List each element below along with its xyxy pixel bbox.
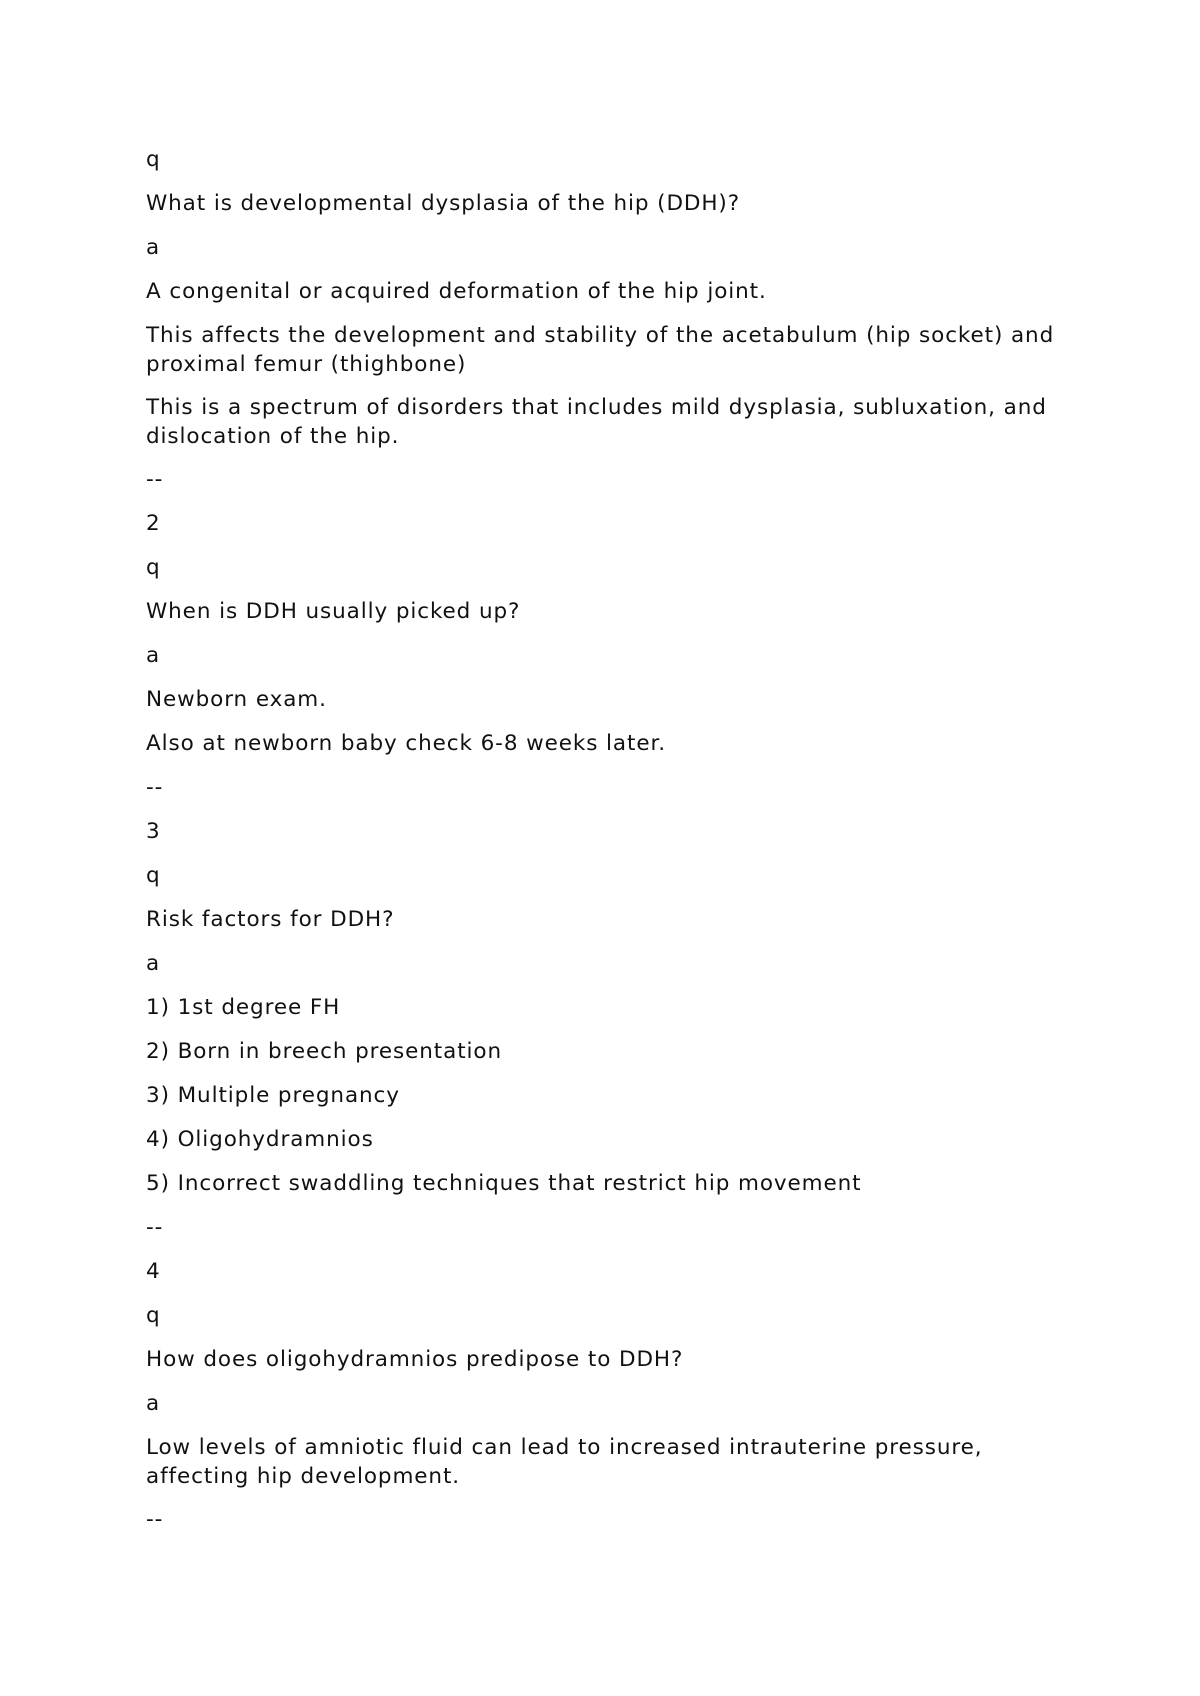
answer-marker: a <box>146 643 161 668</box>
answer-marker: a <box>146 951 161 976</box>
question-marker: q <box>146 863 161 888</box>
list-item: 2) Born in breech presentation <box>146 1039 502 1064</box>
list-item: 1) 1st degree FH <box>146 995 341 1020</box>
card-number: 3 <box>146 819 161 844</box>
card-number: 4 <box>146 1259 161 1284</box>
card-number: 2 <box>146 511 161 536</box>
card-separator: -- <box>146 1507 164 1532</box>
answer-text: This affects the development and stability of the acetabulum (hip socket) and proximal femur (thighbone) <box>146 323 1055 377</box>
question-marker: q <box>146 1303 161 1328</box>
card-separator: -- <box>146 1215 164 1240</box>
answer-text: Newborn exam. <box>146 687 327 712</box>
list-item: 3) Multiple pregnancy <box>146 1083 400 1108</box>
list-item: 5) Incorrect swaddling techniques that restrict hip movement <box>146 1171 862 1196</box>
question-text: What is developmental dysplasia of the hip (DDH)? <box>146 191 741 216</box>
question-text: When is DDH usually picked up? <box>146 599 521 624</box>
question-marker: q <box>146 555 161 580</box>
card-separator: -- <box>146 775 164 800</box>
question-text: Risk factors for DDH? <box>146 907 395 932</box>
answer-text: A congenital or acquired deformation of the hip joint. <box>146 279 767 304</box>
answer-text: This is a spectrum of disorders that includes mild dysplasia, subluxation, and dislocation of the hip. <box>146 395 1047 449</box>
answer-marker: a <box>146 235 161 260</box>
list-item: 4) Oligohydramnios <box>146 1127 374 1152</box>
question-text: How does oligohydramnios predipose to DDH? <box>146 1347 684 1372</box>
question-marker: q <box>146 147 161 172</box>
answer-text: Also at newborn baby check 6-8 weeks later. <box>146 731 666 756</box>
card-separator: -- <box>146 467 164 492</box>
answer-text: Low levels of amniotic fluid can lead to increased intrauterine pressure, affecting hip development. <box>146 1435 983 1489</box>
answer-marker: a <box>146 1391 161 1416</box>
